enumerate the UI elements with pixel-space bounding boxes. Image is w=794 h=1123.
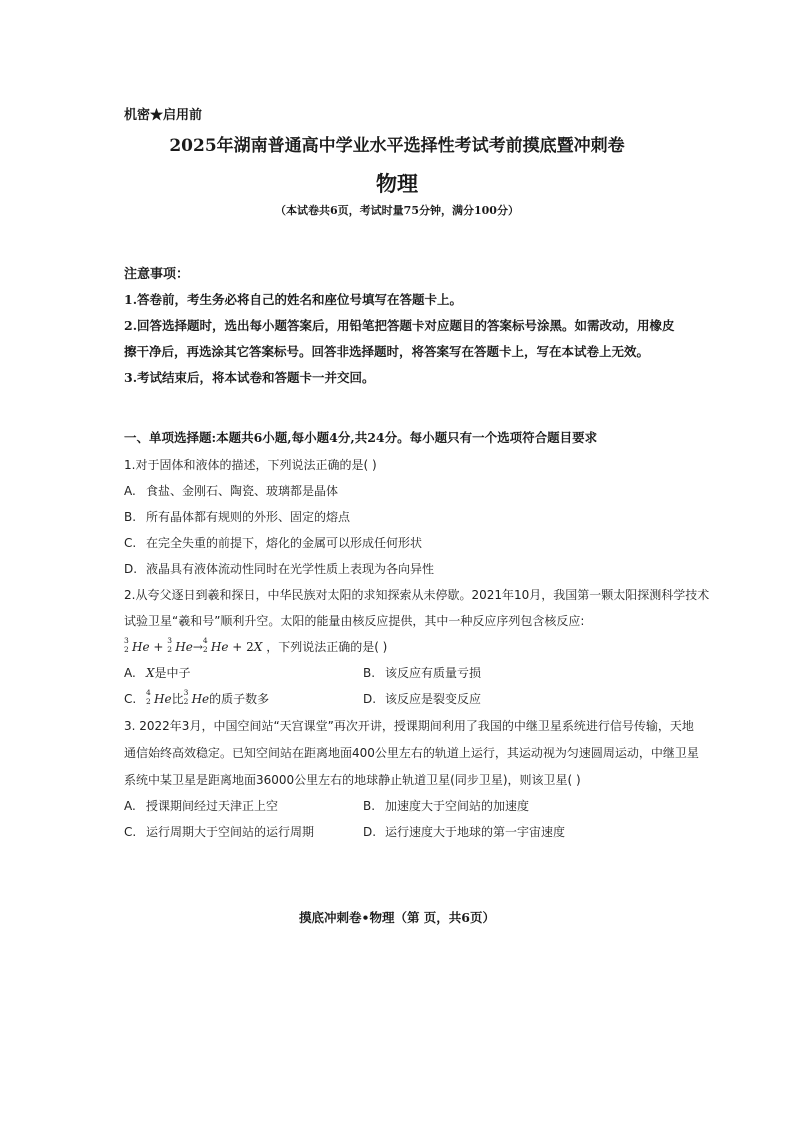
nuclear-reaction-formula: 3 2 He + 3 2 He→ 4 2 He + 2X (124, 636, 263, 654)
q2-option-b: B. 该反应有质量亏损 (363, 666, 482, 680)
q2-option-a: A. X是中子 (124, 666, 191, 680)
page-footer: 摸底冲刺卷•物理（第 页，共6页） (298, 910, 496, 925)
exam-info-note: （本试卷共6页，考试时量75分钟，满分100分） (275, 204, 519, 217)
q1-stem: 1.对于固体和液体的描述，下列说法正确的是( ) (124, 458, 377, 472)
section-heading: 一、单项选择题:本题共6小题,每小题4分,共24分。每小题只有一个选项符合题目要求 (124, 430, 598, 445)
q2-option-c: C. 4 2 He比 3 2 He的质子数多 (124, 688, 270, 706)
note-item-2: 2.回答选择题时，选出每小题答案后，用铅笔把答题卡对应题目的答案标号涂黑。如需改动，用橡皮 (124, 318, 675, 333)
note-item-2-cont: 擦干净后，再选涂其它答案标号。回答非选择题时，将答案写在答题卡上，写在本试卷上无效。 (124, 344, 650, 359)
nuclide-he3-a: 3 2 (124, 636, 129, 654)
notes-heading: 注意事项： (124, 267, 190, 282)
exam-title: 2025年湖南普通高中学业水平选择性考试考前摸底暨冲刺卷 (169, 136, 625, 156)
q3-stem-line-1: 3. 2022年3月，中国空间站“天宫课堂”再次开讲，授课期间利用了我国的中继卫星系统进行信号传输，天地 (124, 719, 694, 733)
q3-option-b: B. 加速度大于空间站的加速度 (363, 799, 530, 813)
note-item-3: 3.考试结束后，将本试卷和答题卡一并交回。 (124, 370, 375, 385)
q3-stem-line-2: 通信始终高效稳定。已知空间站在距离地面400公里左右的轨道上运行，其运动视为匀速圆周运动，中继卫星 (124, 746, 699, 760)
arrow-icon: → (192, 640, 203, 654)
option-label: D. (124, 562, 138, 576)
option-label: B. (124, 510, 137, 524)
q1-option-d (124, 560, 434, 577)
q2-stem-line-1: 2.从夸父逐日到羲和探日，中华民族对太阳的求知探索从未停歇。2021年10月，我国第一颗太阳探测科学技术 (124, 588, 710, 602)
q2-stem-line-2: 试验卫星“羲和号”顺利升空。太阳的能量由核反应提供，其中一种反应序列包含核反应: (124, 614, 585, 628)
note-item-1: 1.答卷前，考生务必将自己的姓名和座位号填写在答题卡上。 (124, 292, 463, 307)
subject-title: 物理 (376, 171, 418, 196)
q1-option-b (124, 508, 350, 525)
q3-stem-line-3: 系统中某卫星是距离地面36000公里左右的地球静止轨道卫星(同步卫星)，则该卫星( ) (124, 773, 581, 787)
q3-option-c: C. 运行周期大于空间站的运行周期 (124, 825, 315, 839)
q3-option-d: D. 运行速度大于地球的第一宇宙速度 (363, 825, 566, 839)
nuclide-he4: 4 2 (202, 636, 208, 654)
q2-option-d: D. 该反应是裂变反应 (363, 692, 482, 706)
nuclide-he3-b: 3 2 (167, 636, 173, 654)
option-text: 在完全失重的前提下，熔化的金属可以形成任何形状 (146, 536, 423, 550)
q1-option-a (124, 482, 338, 499)
option-label: A. (124, 484, 136, 498)
q1-option-c (124, 534, 422, 551)
q3-option-a: A. 授课期间经过天津正上空 (124, 799, 279, 813)
option-text: 所有晶体都有规则的外形、固定的熔点 (146, 510, 351, 524)
option-text: 食盐、金刚石、陶瓷、玻璃都是晶体 (146, 484, 339, 498)
option-label: C. (124, 536, 137, 550)
option-text: 液晶具有液体流动性同时在光学性质上表现为各向异性 (146, 562, 435, 576)
confidential-label: 机密★启用前 (124, 108, 203, 123)
q2-formula-tail: ，下列说法正确的是( ) (266, 640, 388, 654)
q2-formula-line (124, 638, 387, 655)
